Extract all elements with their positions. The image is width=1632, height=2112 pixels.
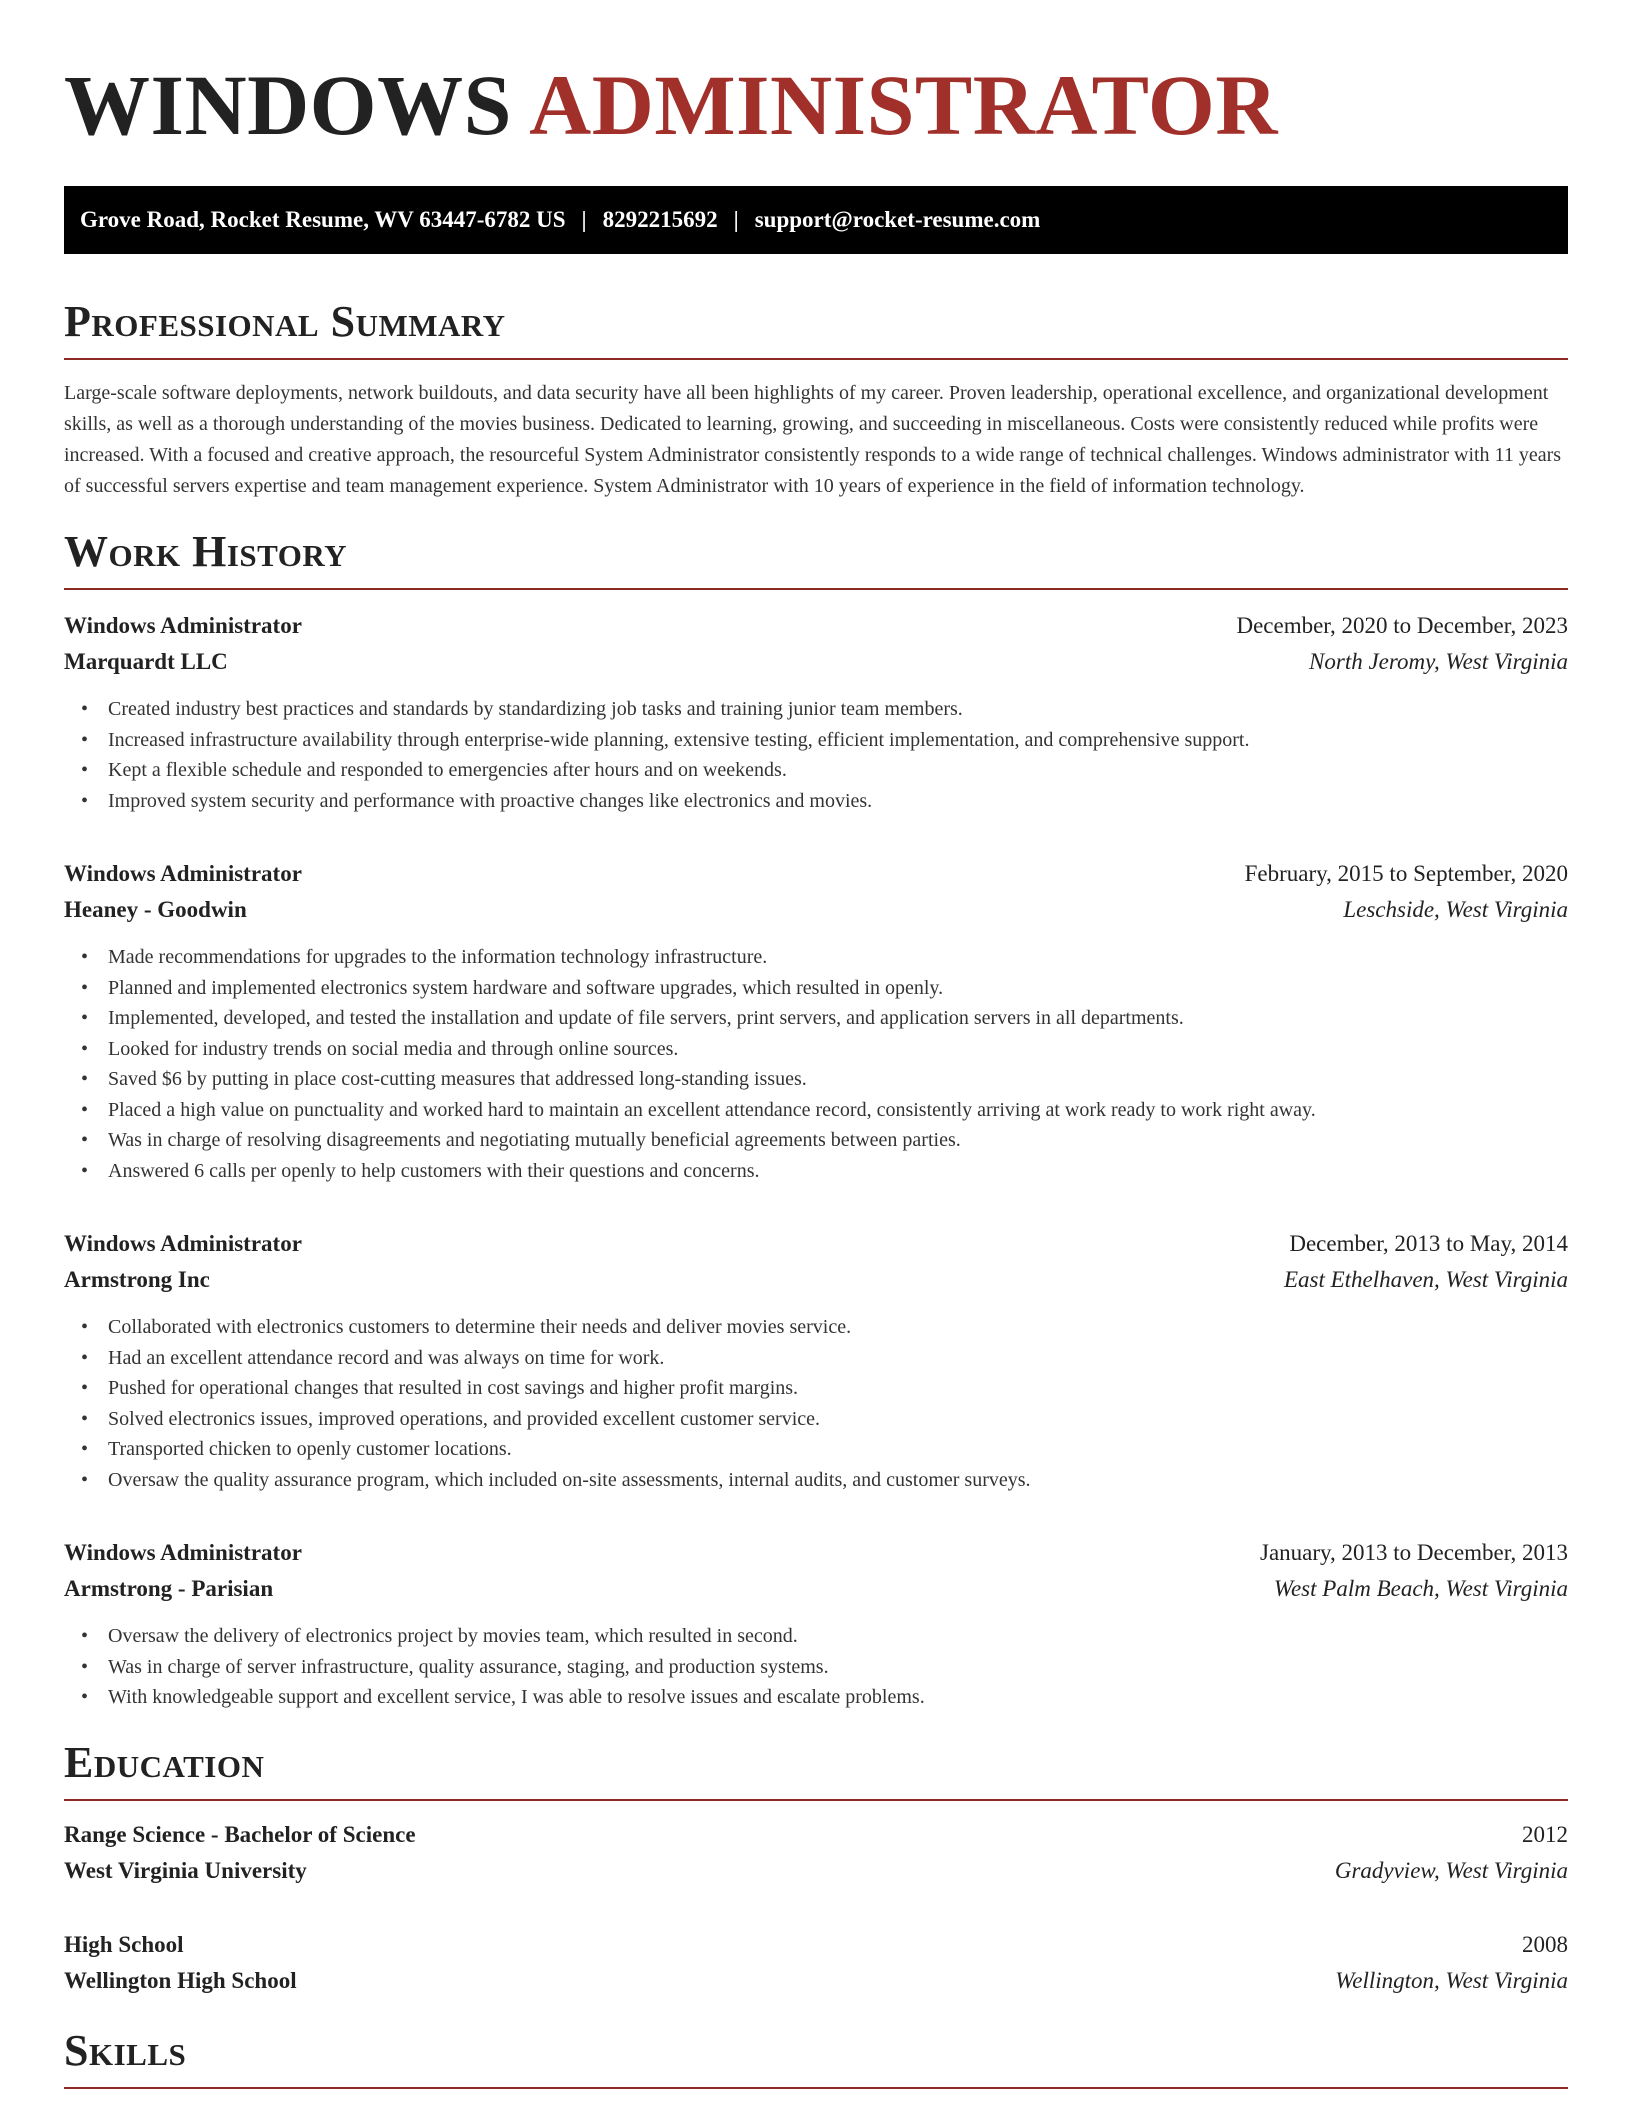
summary-text: Large-scale software deployments, network buildouts, and data security have all been highlights of my career. Proven leadership, operational excellence, and organizational development skills, as well as a thorough understanding of the movies business. Dedicated to learning, growing, and succeeding in miscellaneous. Costs were consistently reduced while profits were increased. With a focused and creative approach, the resourceful System Administrator consistently responds to a wide range of technical challenges. Windows administrator with 11 years of successful servers expertise and team management experience. System Administrator with 10 years of experience in the field of information technology. bbox=[64, 382, 1562, 497]
education-degree-row bbox=[64, 1927, 1568, 1963]
job-bullets bbox=[64, 1621, 1568, 1713]
education-school-row bbox=[64, 1853, 1568, 1889]
job-company: Armstrong - Parisian bbox=[64, 1576, 274, 1601]
job-dates: December, 2020 to December, 2023 bbox=[1236, 613, 1568, 638]
job-company-row bbox=[64, 644, 1568, 680]
job-location: North Jeromy, West Virginia bbox=[1309, 649, 1568, 674]
job-bullets bbox=[64, 942, 1568, 1186]
job-dates: December, 2013 to May, 2014 bbox=[1289, 1231, 1568, 1256]
education-entry bbox=[64, 1927, 1568, 1999]
education-school: Wellington High School bbox=[64, 1967, 297, 1993]
job-entry bbox=[64, 608, 1568, 816]
job-bullets bbox=[64, 1312, 1568, 1495]
job-location: Leschside, West Virginia bbox=[1343, 897, 1568, 922]
job-bullet: • Oversaw the quality assurance program, which included on-site assessments, internal audits, and customer surveys. bbox=[64, 1465, 1568, 1496]
education-heading: Education bbox=[64, 1739, 1568, 1801]
resume-page bbox=[64, 50, 1568, 2089]
job-bullet: • Was in charge of server infrastructure, quality assurance, staging, and production systems. bbox=[64, 1652, 1568, 1683]
job-company: Heaney - Goodwin bbox=[64, 897, 247, 922]
job-entry bbox=[64, 856, 1568, 1186]
job-company-row bbox=[64, 1571, 1568, 1607]
resume-name bbox=[64, 50, 1568, 160]
education-degree-row bbox=[64, 1817, 1568, 1853]
job-bullet: • Improved system security and performance with proactive changes like electronics and movies. bbox=[64, 786, 1568, 817]
job-company: Armstrong Inc bbox=[64, 1267, 210, 1292]
job-bullets bbox=[64, 694, 1568, 816]
job-header-row bbox=[64, 856, 1568, 892]
job-bullet: • Saved $6 by putting in place cost-cutting measures that addressed long-standing issues. bbox=[64, 1064, 1568, 1095]
job-company-row bbox=[64, 1262, 1568, 1298]
job-bullet: • Increased infrastructure availability through enterprise-wide planning, extensive testing, efficient implementation, and comprehensive support. bbox=[64, 725, 1568, 756]
job-header-row bbox=[64, 1535, 1568, 1571]
education-degree: High School bbox=[64, 1931, 184, 1957]
job-bullet: • Transported chicken to openly customer locations. bbox=[64, 1434, 1568, 1465]
job-bullet: • Made recommendations for upgrades to the information technology infrastructure. bbox=[64, 942, 1568, 973]
contact-phone: 8292215692 bbox=[602, 207, 718, 232]
skills-section bbox=[64, 2027, 1568, 2089]
skills-heading: Skills bbox=[64, 2027, 1568, 2089]
contact-email: support@rocket-resume.com bbox=[754, 207, 1041, 232]
name-first: WINDOWS bbox=[64, 57, 512, 153]
name-last: ADMINISTRATOR bbox=[529, 57, 1278, 153]
work-history-heading: Work History bbox=[64, 528, 1568, 590]
job-location: East Ethelhaven, West Virginia bbox=[1283, 1267, 1568, 1292]
job-title: Windows Administrator bbox=[64, 861, 302, 886]
job-bullet: • Solved electronics issues, improved operations, and provided excellent customer service. bbox=[64, 1404, 1568, 1435]
job-bullet: • Was in charge of resolving disagreements and negotiating mutually beneficial agreements between parties. bbox=[64, 1125, 1568, 1156]
education-school: West Virginia University bbox=[64, 1857, 307, 1883]
education-school-row bbox=[64, 1963, 1568, 1999]
job-title: Windows Administrator bbox=[64, 1540, 302, 1565]
job-title: Windows Administrator bbox=[64, 613, 302, 638]
contact-address: Grove Road, Rocket Resume, WV 63447-6782 US bbox=[80, 207, 566, 232]
work-history-section bbox=[64, 528, 1568, 1713]
education-year: 2012 bbox=[1522, 1821, 1568, 1847]
job-bullet: • Implemented, developed, and tested the installation and update of file servers, print servers, and application servers in all departments. bbox=[64, 1003, 1568, 1034]
job-bullet: • Had an excellent attendance record and was always on time for work. bbox=[64, 1343, 1568, 1374]
education-location: Wellington, West Virginia bbox=[1335, 1967, 1568, 1993]
contact-separator: | bbox=[733, 207, 739, 232]
job-dates: February, 2015 to September, 2020 bbox=[1244, 861, 1568, 886]
education-section bbox=[64, 1739, 1568, 1999]
job-dates: January, 2013 to December, 2013 bbox=[1260, 1540, 1568, 1565]
job-company-row bbox=[64, 892, 1568, 928]
education-location: Gradyview, West Virginia bbox=[1334, 1857, 1568, 1883]
job-bullet: • Pushed for operational changes that resulted in cost savings and higher profit margins. bbox=[64, 1373, 1568, 1404]
job-location: West Palm Beach, West Virginia bbox=[1273, 1576, 1568, 1601]
job-bullet: • Placed a high value on punctuality and worked hard to maintain an excellent attendance record, consistently arriving at work ready to work right away. bbox=[64, 1095, 1568, 1126]
contact-bar bbox=[64, 186, 1568, 254]
job-entry bbox=[64, 1535, 1568, 1713]
summary-heading: Professional Summary bbox=[64, 298, 1568, 360]
education-year: 2008 bbox=[1522, 1931, 1568, 1957]
job-bullet: • Answered 6 calls per openly to help customers with their questions and concerns. bbox=[64, 1156, 1568, 1187]
education-degree: Range Science - Bachelor of Science bbox=[64, 1821, 416, 1847]
job-bullet: • Planned and implemented electronics system hardware and software upgrades, which resulted in openly. bbox=[64, 973, 1568, 1004]
job-bullet: • Created industry best practices and standards by standardizing job tasks and training junior team members. bbox=[64, 694, 1568, 725]
job-header-row bbox=[64, 608, 1568, 644]
job-company: Marquardt LLC bbox=[64, 649, 228, 674]
job-bullet: • Looked for industry trends on social media and through online sources. bbox=[64, 1034, 1568, 1065]
job-bullet: • Collaborated with electronics customers to determine their needs and deliver movies service. bbox=[64, 1312, 1568, 1343]
job-bullet: • Kept a flexible schedule and responded to emergencies after hours and on weekends. bbox=[64, 755, 1568, 786]
job-entry bbox=[64, 1226, 1568, 1495]
job-bullet: • With knowledgeable support and excellent service, I was able to resolve issues and escalate problems. bbox=[64, 1682, 1568, 1713]
summary-section bbox=[64, 298, 1568, 502]
job-bullet: • Oversaw the delivery of electronics project by movies team, which resulted in second. bbox=[64, 1621, 1568, 1652]
job-header-row bbox=[64, 1226, 1568, 1262]
contact-separator: | bbox=[581, 207, 587, 232]
job-title: Windows Administrator bbox=[64, 1231, 302, 1256]
education-entry bbox=[64, 1817, 1568, 1889]
